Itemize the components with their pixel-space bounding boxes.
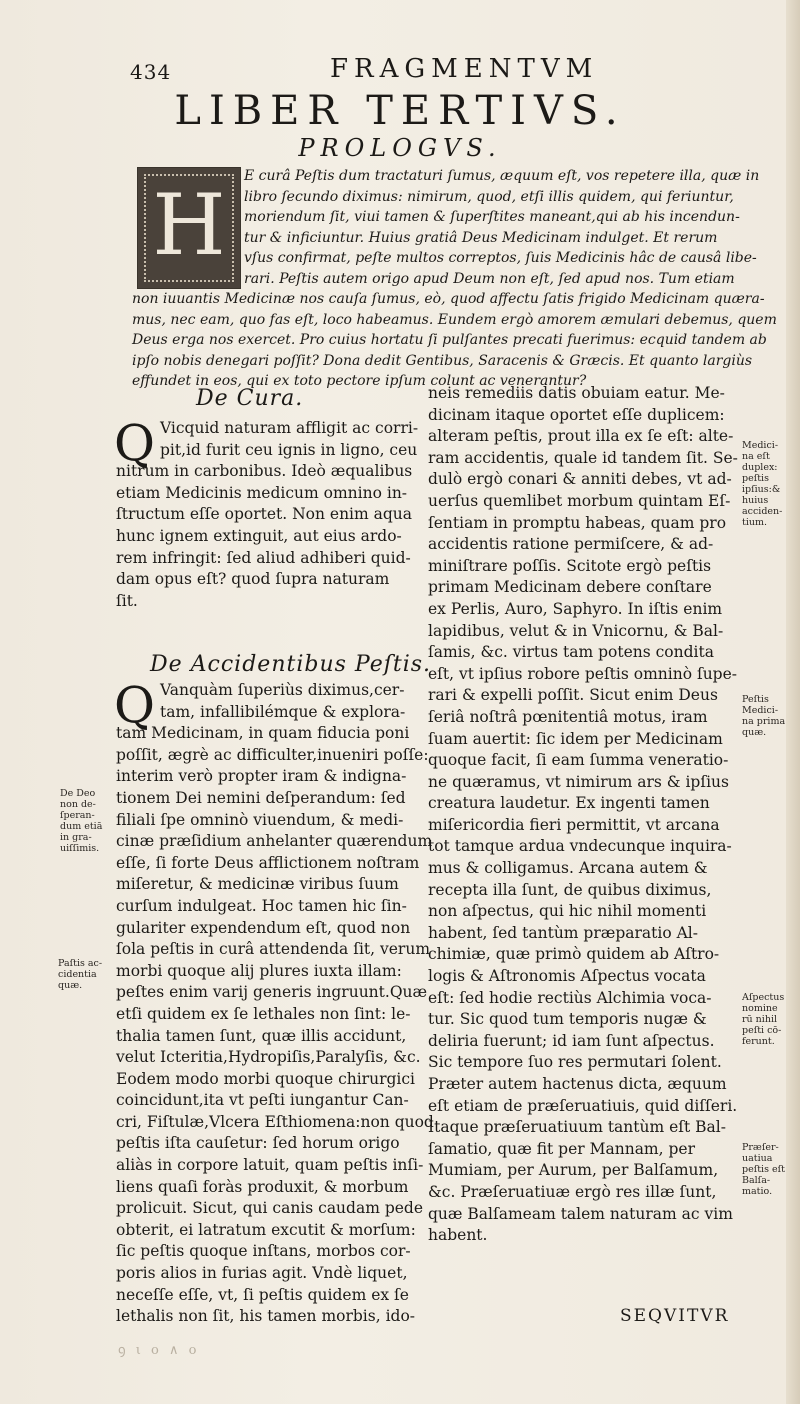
text-line: velut Icteritia,Hydropiſis,Paralyſis, &c. [116,1048,421,1067]
margin-note-line: cidentia [58,969,97,980]
text-line: aliàs in corpore latuit, quam peſtis inſi- [116,1156,424,1175]
text-line: rem infringit: ſed aliud adhiberi quid- [116,548,411,567]
margin-note-line: matio. [742,1186,773,1197]
text-line: tionem Dei nemini deſperandum: ſed [116,788,406,807]
margin-note-line: dum etiā [60,821,103,832]
prologue-line: libro ſecundo diximus: nimirum, quod, etſi illis quidem, qui feriuntur, [244,188,734,205]
prologue-line: effundet in eos, qui ex toto pectore ipſum colunt ac venerantur? [132,373,587,389]
text-line: peſtes enim varij generis ingruunt.Quæ [116,983,428,1002]
prologue-line: E curâ Peſtis dum tractaturi ſumus, æquum eſt, vos repetere illa, quæ in [244,168,760,184]
right-column [428,383,738,1247]
margin-note-line: ferunt. [742,1036,775,1047]
text-line: ram accidentis, quale id tandem ſit. Se- [428,448,738,467]
text-line: ſtructum eſſe oportet. Non enim aqua [116,505,413,524]
heading-de-accidentibus: De Accidentibus Peſtis. [150,652,432,677]
text-line: miſericordia fieri permittit, vt arcana [428,815,720,834]
text-line: eſt etiam de præſeruatiuis, quid diſſeri. [428,1096,738,1115]
prologue-line: non iuuantis Medicinæ nos cauſa ſumus, eò, quod affectu ſatis frigido Medicinam quæra- [132,291,765,307]
text-line: quæ Balſameam talem naturam ac vim [428,1204,733,1223]
margin-note-line: na prima [742,716,786,727]
text-line: hunc ignem extinguit, aut eius ardo- [116,526,402,545]
text-line: thalia tamen ſunt, quæ illis accidunt, [116,1026,407,1045]
margin-note-line: uatiua [742,1153,773,1164]
prologue-line: moriendum ſit, viui tamen & ſuperſtites maneant,qui ab his incendun- [244,209,740,225]
text-line: ſit. [116,591,138,610]
text-line: ſentiam in promptu habeas, quam pro [428,513,727,532]
margin-note-line: non de- [60,799,96,810]
text-line: rari & expelli poſſit. Sicut enim Deus [428,686,718,705]
text-line: &c. Præſeruatiuæ ergò res illæ ſunt, [428,1182,717,1201]
text-line: chimiæ, quæ primò quidem ab Aſtro- [428,945,720,964]
prologue-line: vſus confirmat, peſte multos correptos, ſuis Medicinis hâc de causâ libe- [244,250,757,266]
margin-note-right-1 [742,440,794,528]
text-line: neis remediis datis obuiam eatur. Me- [428,384,725,402]
text-line: tam Medicinam, in quam fiducia poni [116,724,410,743]
page-header [130,52,690,86]
running-title: FRAGMENTVM [330,54,599,84]
text-line: gulariter expendendum eſt, quod non [116,918,411,937]
text-line: morbi quoque alij plures iuxta illam: [116,961,402,980]
margin-note-line: na eſt [742,451,770,462]
show-through-text: ꝯ ι ο ∧ ο [118,1343,200,1358]
text-line: logis & Aſtronomis Aſpectus vocata [428,967,706,986]
text-line: ſamis, &c. virtus tam potens condita [428,643,714,662]
text-line: ſuam auertit: ſic idem per Medicinam [428,729,723,748]
prologue-line: rari. Peſtis autem origo apud Deum non eſt, ſed apud nos. Tum etiam [244,270,735,287]
margin-note-line: Medici- [742,705,779,716]
margin-note-line: quæ. [742,727,767,738]
margin-note-left-1 [60,788,112,854]
prologue-text [132,166,777,392]
dropcap-accidentibus: Q [114,676,155,734]
margin-note-line: duplex: [742,462,778,473]
text-line: deliria fuerunt; id iam ſunt aſpectus. [428,1031,715,1050]
prologue-line: mus, nec eam, quo fas eſt, loco habeamus. Eundem ergò amorem æmulari debemus, quem [132,311,777,328]
text-line: interim verò propter iram & indigna- [116,767,407,786]
text-line: Præter autem hactenus dicta, æquum [428,1075,727,1093]
dropcap-cura: Q [114,414,155,472]
text-line: ſola peſtis in curâ attendenda ſit, verum [116,940,431,959]
text-line: non aſpectus, qui hic nihil momenti [428,902,707,921]
margin-note-line: peſti cō- [742,1025,782,1036]
text-line: poſſit, ægrè ac difficulter,inueniri poſſe: [116,745,429,764]
text-line: eſſe, ſi forte Deus afflictionem noſtram [116,853,420,872]
text-line: neceſſe eſſe, vt, ſi peſtis quidem ex ſe [116,1285,409,1304]
margin-note-line: rū nihil [742,1014,778,1025]
text-line: prolicuit. Sicut, qui canis caudam pede [116,1199,424,1218]
text-line: poris alios in furias agit. Vndè liquet, [116,1264,408,1283]
text-line: obterit, ei latratum excutit & morſum: [116,1220,416,1239]
margin-note-line: peſtis eſt [742,1164,785,1175]
prologue-line: ipſo nobis denegari poſſit? Dona dedit Gentibus, Saracenis & Græcis. Et quanto largiùs [132,352,753,369]
text-line: Eodem modo morbi quoque chirurgici [116,1069,416,1088]
heading-de-cura: De Cura. [196,386,304,411]
margin-note-line: acciden- [742,506,783,517]
text-line: curſum indulgeat. Hoc tamen hic ſin- [116,896,407,915]
margin-note-line: De Deo [60,788,96,799]
text-line: Mumiam, per Aurum, per Balſamum, [428,1161,719,1180]
text-line: lapidibus, velut & in Vnicornu, & Bal- [428,621,724,640]
text-line: eſt, vt ipſius robore peſtis omninò ſupe- [428,664,738,683]
margin-note-right-2 [742,694,794,738]
text-line: cri, Fiſtulæ,Vlcera Eſthiomena:non quod [116,1112,434,1131]
margin-note-right-3 [742,992,794,1047]
text-line: dam opus eſt? quod ſupra naturam [116,570,390,589]
text-line: lethalis non ſit, his tamen morbis, ido- [116,1307,416,1326]
text-line: filiali ſpe omninò viuendum, & medi- [116,810,404,829]
catchword: SEQVITVR [620,1306,730,1326]
text-line: recepta illa ſunt, de quibus diximus, [428,880,712,899]
prologus-heading: PROLOGVS. [298,134,502,162]
margin-note-line: ſperan- [60,810,95,821]
text-line: dicinam itaque oportet eſſe duplicem: [428,405,725,424]
text-line: Sic tempore ſuo res permutari ſolent. [428,1053,722,1072]
text-line: accidentis ratione permiſcere, & ad- [428,535,714,554]
text-line: Vanquàm ſuperiùs diximus,cer- [160,681,405,699]
prologue-line: Deus erga nos exercet. Pro cuius hortatu ſi pulſantes precati fuerimus: ecquid tandem ab [132,332,767,348]
margin-note-line: nomine [742,1003,778,1014]
text-line: mus & colligamus. Arcana autem & [428,859,708,878]
page-number: 434 [130,60,172,84]
margin-note-line: in gra- [60,832,92,843]
text-line: dulò ergò conari & anniti debes, vt ad- [428,470,732,489]
text-line: tot tamque ardua vndecunque inquira- [428,837,732,856]
text-line: habent, ſed tantùm præparatio Al- [428,923,698,942]
text-line: ſeriâ noſtrâ pœnitentiâ motus, iram [428,707,708,726]
accidentibus-paragraph [114,676,434,1328]
margin-note-right-4 [742,1142,794,1197]
margin-note-line: quæ. [58,980,83,991]
text-line: uerſus quemlibet morbum quintam Eſ- [428,491,731,510]
margin-note-left-2 [58,958,110,991]
text-line: pit,id furit ceu ignis in ligno, ceu [160,440,418,459]
text-line: Vicquid naturam affligit ac corri- [160,419,419,437]
margin-note-line: uiſſimis. [60,843,100,854]
text-line: ſic peſtis quoque inſtans, morbos cor- [116,1242,411,1261]
text-line: liens quaſi foràs produxit, & morbum [116,1177,409,1196]
initial-letter: H [152,176,226,274]
margin-note-line: Aſpectus [742,992,785,1003]
text-line: cinæ præſidium anhelanter quærendum [116,832,433,851]
cura-paragraph [114,414,419,612]
text-line: peſtis iſta cauſetur: ſed horum origo [116,1134,400,1153]
text-line: eſt: ſed hodie rectiùs Alchimia voca- [428,988,712,1007]
margin-note-line: Balſa- [742,1175,771,1186]
text-line: nitrum in carbonibus. Ideò æqualibus [116,462,413,481]
margin-note-line: huius [742,495,769,506]
margin-note-line: tium. [742,517,768,528]
margin-note-line: ipſius:& [742,484,781,495]
margin-note-line: Medici- [742,440,779,451]
text-line: miniſtrare poſſis. Scitote ergò peſtis [428,556,712,575]
text-line: tam, infallibilémque & explora- [160,702,406,721]
text-line: ne quæramus, vt nimirum ars & ipſius [428,772,729,791]
text-line: habent. [428,1226,488,1245]
text-line: coincidunt,ita vt peſti iungantur Can- [116,1091,409,1110]
text-line: alteram peſtis, prout illa ex ſe eſt: alte- [428,427,734,446]
margin-note-line: Paſtis ac- [58,958,103,969]
text-line: tur. Sic quod tum temporis nugæ & [428,1010,707,1029]
text-line: primam Medicinam debere conſtare [428,578,712,597]
text-line: etiam Medicinis medicum omnino in- [116,483,408,502]
text-line: creatura laudetur. Ex ingenti tamen [428,794,710,813]
book-title: LIBER TERTIVS. [174,88,626,134]
text-line: ex Perlis, Auro, Saphyro. In iſtis enim [428,599,723,618]
text-line: ſamatio, quæ fit per Mannam, per [428,1139,695,1158]
text-line: Itaque præſeruatiuum tantùm eſt Bal- [428,1118,726,1137]
margin-note-line: peſtis [742,473,769,484]
text-line: etſi quidem ex ſe lethales non ſint: le- [116,1004,411,1023]
margin-note-line: Præſer- [742,1142,779,1153]
text-line: quoque facit, ſi eam ſumma veneratio- [428,751,729,770]
text-line: miſeretur, & medicinæ viribus ſuum [116,875,399,894]
margin-note-line: Peſtis [742,694,769,705]
prologue-line: tur & inficiuntur. Huius gratiâ Deus Medicinam indulget. Et rerum [244,229,718,246]
